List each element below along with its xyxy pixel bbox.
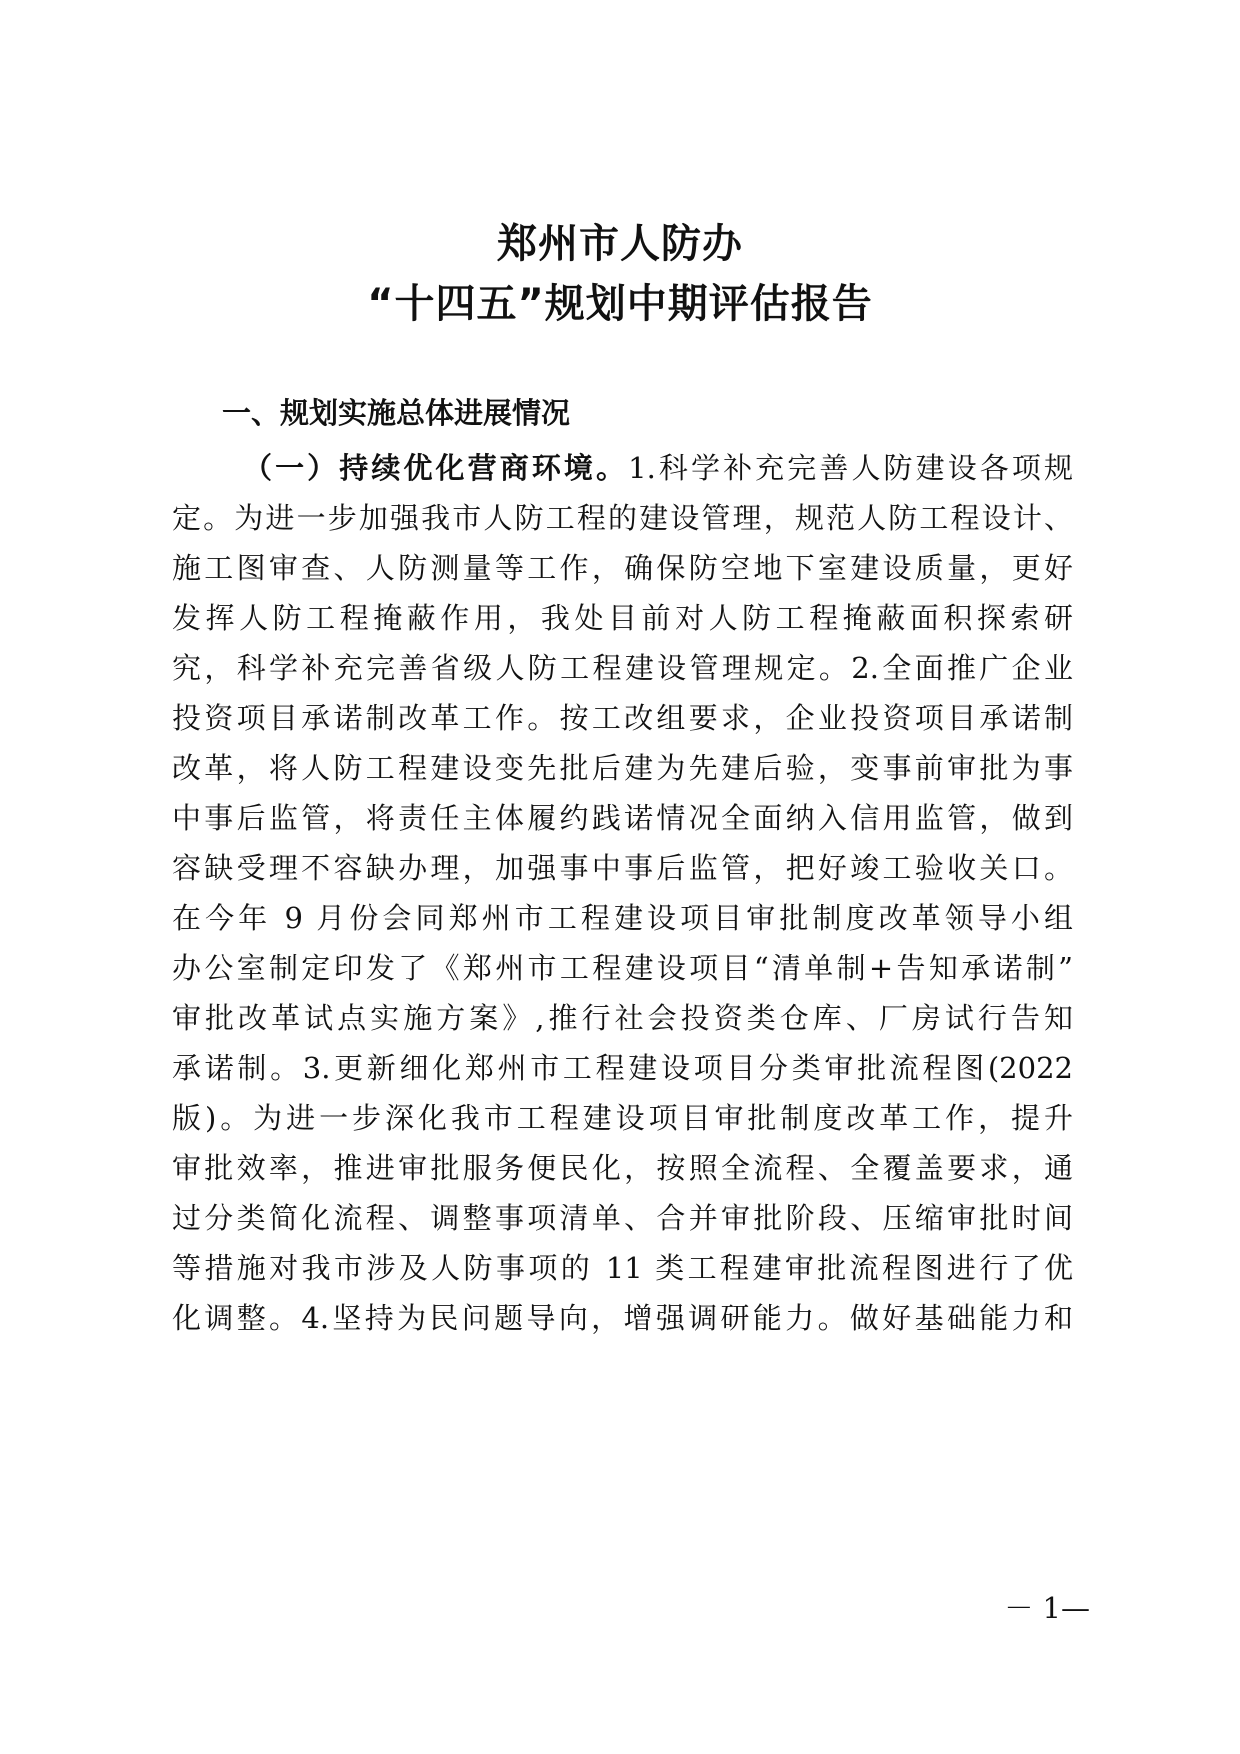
paragraph-line: 承诺制。3.更新细化郑州市工程建设项目分类审批流程图(2022 [172,1051,1073,1085]
section-heading: 一、规划实施总体进展情况 [222,396,571,430]
paragraph-line: 施工图审查、人防测量等工作，确保防空地下室建设质量，更好 [172,551,1073,585]
paragraph-line: 版)。为进一步深化我市工程建设项目审批制度改革工作，提升 [172,1101,1073,1135]
paragraph-line: 过分类简化流程、调整事项清单、合并审批阶段、压缩审批时间 [172,1201,1073,1235]
paragraph-line: 办公室制定印发了《郑州市工程建设项目“清单制+告知承诺制” [172,951,1073,985]
paragraph-line: 改革，将人防工程建设变先批后建为先建后验，变事前审批为事 [172,751,1073,785]
paragraph-line: 化调整。4.坚持为民问题导向，增强调研能力。做好基础能力和 [172,1301,1073,1335]
document-title-line1: 郑州市人防办 [497,221,743,267]
paragraph-line: 发挥人防工程掩蔽作用，我处目前对人防工程掩蔽面积探索研 [172,601,1073,635]
paragraph-line: 审批效率，推进审批服务便民化，按照全流程、全覆盖要求，通 [172,1151,1073,1185]
paragraph-line: 究，科学补充完善省级人防工程建设管理规定。2.全面推广企业 [172,651,1073,685]
page-number: － 1— [1004,1591,1090,1625]
paragraph-line: 审批改革试点实施方案》,推行社会投资类仓库、厂房试行告知 [172,1001,1073,1035]
paragraph-line: 容缺受理不容缺办理，加强事中事后监管，把好竣工验收关口。 [172,851,1073,885]
paragraph-line: 定。为进一步加强我市人防工程的建设管理，规范人防工程设计、 [172,501,1073,535]
paragraph-text: 1.科学补充完善人防建设各项规 [628,451,1073,485]
subsection-label: （一）持续优化营商环境。 [243,451,629,485]
paragraph-line: 中事后监管，将责任主体履约践诺情况全面纳入信用监管，做到 [172,801,1073,835]
paragraph-line: 投资项目承诺制改革工作。按工改组要求，企业投资项目承诺制 [172,701,1073,735]
document-title-line2: “十四五”规划中期评估报告 [367,281,873,327]
paragraph-line: 在今年 9 月份会同郑州市工程建设项目审批制度改革领导小组 [172,901,1073,935]
paragraph-line [243,448,1073,488]
paragraph-line: 等措施对我市涉及人防事项的 11 类工程建审批流程图进行了优 [172,1251,1073,1285]
